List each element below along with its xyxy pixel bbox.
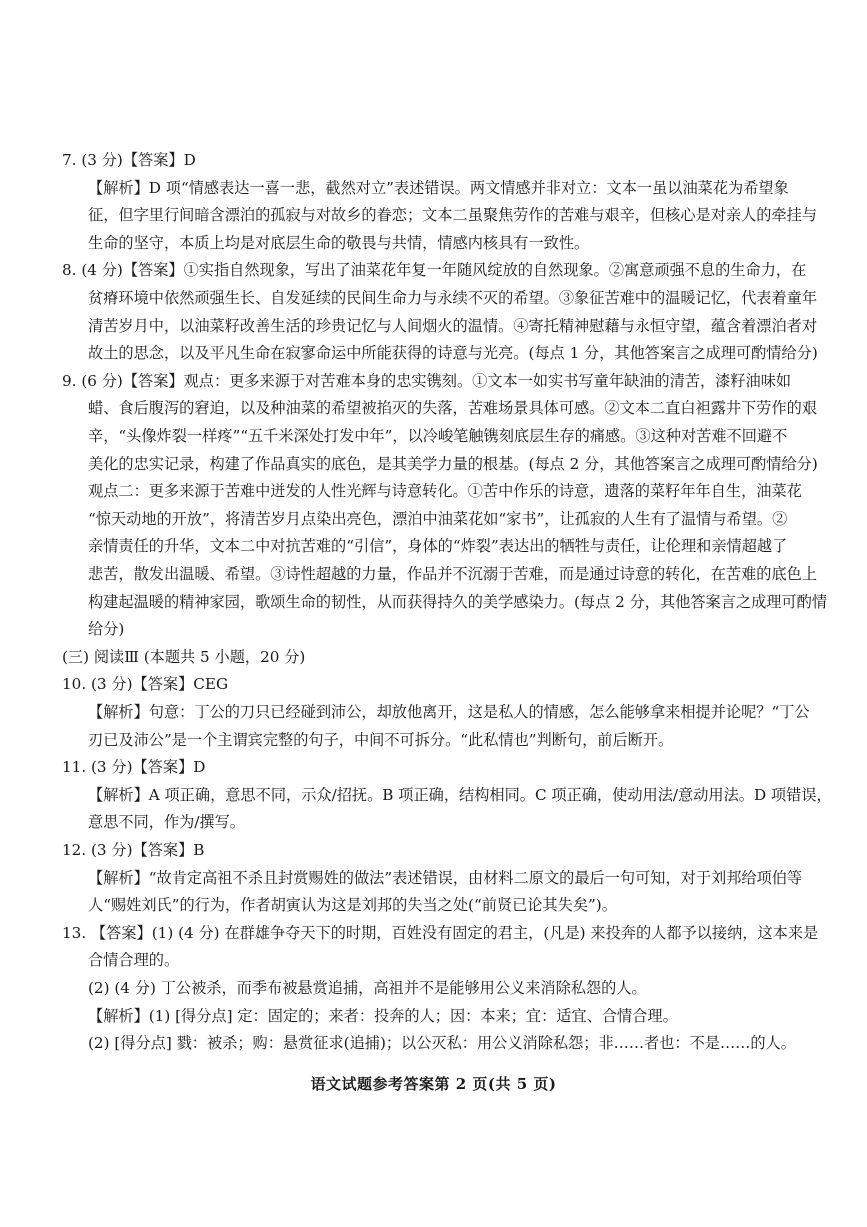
text-line: 人“赐姓刘氏”的行为，作者胡寅认为这是刘邦的失当之处(“前贤已论其失矣”)。 [88,896,617,915]
text-line: 生命的坚守，本质上均是对底层生命的敬畏与共情，情感内核具有一致性。 [88,233,590,252]
text-line: 意思不同，作为/撰写。 [88,813,245,832]
text-line: 构建起温暖的精神家园，歌颂生命的韧性，从而获得持久的美学感染力。(每点 2 分，其他答案言之成理可酌情 [88,592,828,611]
text-line: 美化的忠实记录，构建了作品真实的底色，是其美学力量的根基。(每点 2 分，其他答案言之成理可酌情给分) [88,454,818,473]
text-line: 征，但字里行间暗含漂泊的孤寂与对故乡的眷恋；文本二虽聚焦劳作的苦难与艰辛，但核心是对亲人的牵挂与 [88,206,817,225]
text-line: 10. (3 分)【答案】CEG [62,675,229,694]
text-line: (三) 阅读Ⅲ (本题共 5 小题，20 分) [62,647,306,666]
text-line: (2) [得分点] 戮：被杀；购：悬赏征求(追捕)；以公灭私：用公义消除私怨；非……者也：不是……的人。 [88,1034,796,1053]
text-line: 合情合理的。 [88,951,180,970]
text-line: 【解析】A 项正确，意思不同，示众/招抚。B 项正确，结构相同。C 项正确，使动用法/意动用法。D 项错误， [88,785,832,804]
text-line: 清苦岁月中，以油菜籽改善生活的珍贵记忆与人间烟火的温情。④寄托精神慰藉与永恒守望，蕴含着漂泊者对 [88,316,817,335]
text-line: 蜡、食后腹泻的窘迫，以及种油菜的希望被掐灭的失落，苦难场景具体可感。②文本二直白袒露井下劳作的艰 [88,399,817,418]
text-line: 【解析】“故肯定高祖不杀且封赏赐姓的做法”表述错误，由材料二原文的最后一句可知，对于刘邦给项伯等 [88,868,803,887]
text-line: 刃已及沛公”是一个主谓宾完整的句子，中间不可拆分。“此私情也”判断句，前后断开。 [88,730,674,749]
text-line: 观点二：更多来源于苦难中迸发的人性光辉与诗意转化。①苦中作乐的诗意，遗落的菜籽年年自生，油菜花 [88,482,802,501]
text-line: 故土的思念，以及平凡生命在寂寥命运中所能获得的诗意与光亮。(每点 1 分，其他答案言之成理可酌情给分) [88,344,818,363]
text-line: 11. (3 分)【答案】D [62,758,206,777]
text-line: 13. 【答案】(1) (4 分) 在群雄争夺天下的时期，百姓没有固定的君主，(凡是) 来投奔的人都予以接纳，这本来是 [62,923,819,942]
text-line: 【解析】D 项“情感表达一喜一悲，截然对立”表述错误。两文情感并非对立：文本一虽以油菜花为希望象 [88,178,789,197]
text-line: 悲苦，散发出温暖、希望。③诗性超越的力量，作品并不沉溺于苦难，而是通过诗意的转化，在苦难的底色上 [88,565,817,583]
text-line: 辛，“头像炸裂一样疼”“五千米深处打发中年”，以冷峻笔触镌刻底层生存的痛感。③这种对苦难不回避不 [88,427,788,445]
text-line: 【解析】句意：丁公的刀只已经碰到沛公，却放他离开，这是私人的情感，怎么能够拿来相提并论呢？“丁公 [88,703,810,721]
text-line: 9. (6 分)【答案】观点：更多来源于对苦难本身的忠实镌刻。①文本一如实书写童年缺油的清苦，漆籽油味如 [62,371,792,390]
text-line: 8. (4 分)【答案】①实指自然现象，写出了油菜花年复一年随风绽放的自然现象。②寓意顽强不息的生命力，在 [62,261,807,280]
page-footer: 语文试题参考答案第 2 页(共 5 页) [310,1075,557,1093]
text-line: 贫瘠环境中依然顽强生长、自发延续的民间生命力与永续不灭的希望。③象征苦难中的温暖记忆，代表着童年 [88,289,817,307]
text-line: 7. (3 分)【答案】D [62,151,196,169]
text-line: (2) (4 分) 丁公被杀，而季布被悬赏追捕，高祖并不是能够用公义来消除私怨的人。 [88,979,647,997]
text-line: 12. (3 分)【答案】B [62,841,205,859]
text-line: 【解析】(1) [得分点] 定：固定的；来者：投奔的人；因：本来；宜：适宜、合情合理。 [88,1006,678,1025]
text-line: “惊天动地的开放”，将清苦岁月点染出亮色，漂泊中油菜花如“家书”，让孤寂的人生有了温情与希望。② [88,509,788,528]
text-line: 亲情责任的升华，文本二中对抗苦难的“引信”，身体的“炸裂”表达出的牺牲与责任，让伦理和亲情超越了 [88,537,788,556]
text-line: 给分) [88,620,125,639]
